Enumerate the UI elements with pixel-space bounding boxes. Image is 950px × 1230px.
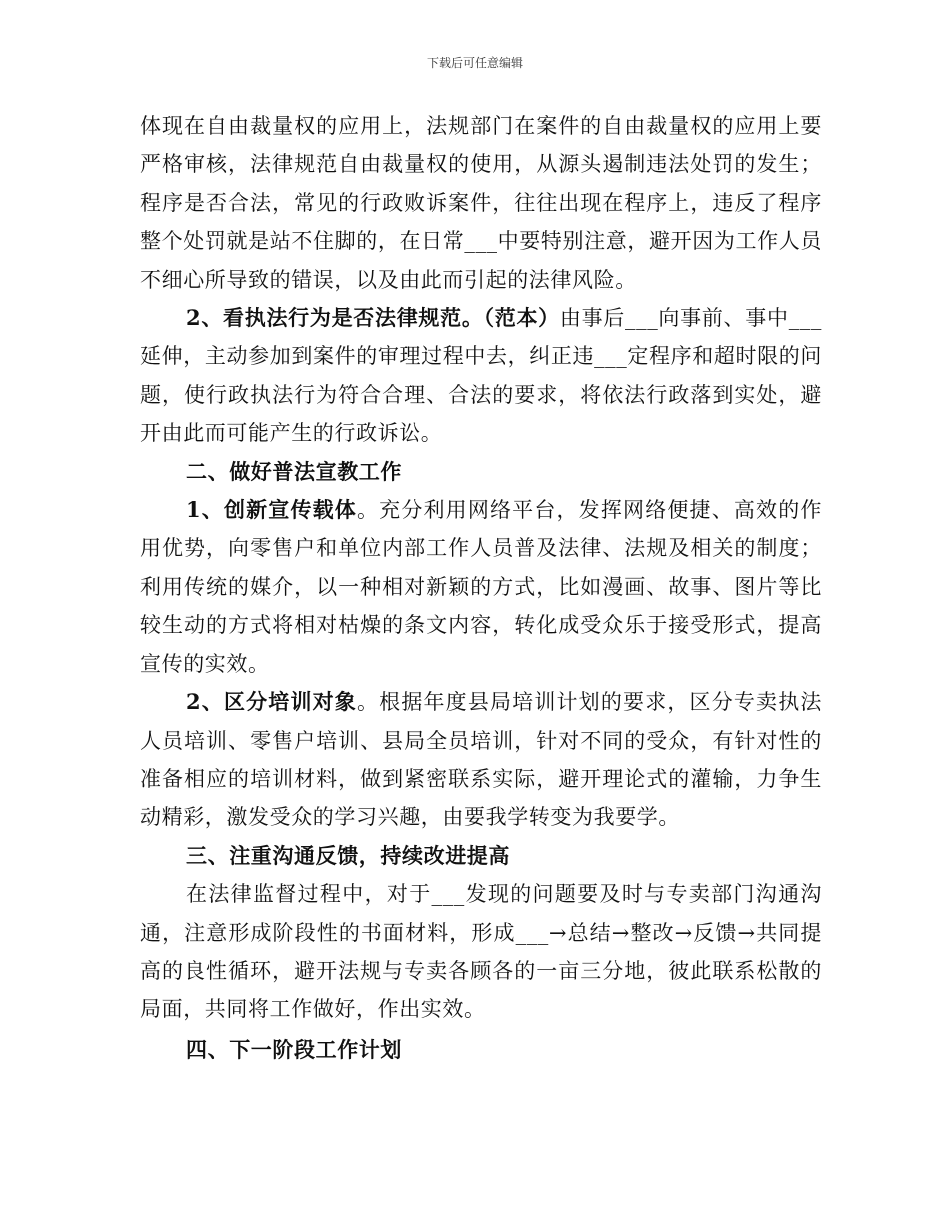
paragraph-text: 。根据年度县局培训计划的要求，区分专卖执法人员培训、零售户培训、县局全员培训，针对不同的受众，有针对性的准备相应的培训材料，做到紧密联系实际，避开理论式的灌输，力争生动精彩，激发受众的学习兴趣，由要我学转变为我要学。: [140, 690, 822, 830]
section-heading-next-plan: 四、下一阶段工作计划: [186, 1036, 402, 1062]
paragraph-discretion: 体现在自由裁量权的应用上，法规部门在案件的自由裁量权的应用上要严格审核，法律规范自由裁量权的使用，从源头遏制违法处罚的发生；程序是否合法，常见的行政败诉案件，往往出现在程序上，违反了程序整个处罚就是站不住脚的，在日常___中要特别注意，避开因为工作人员不细心所导致的错误，以及由此而引起的法律风险。: [140, 114, 822, 292]
paragraph-text: 。充分利用网络平台，发挥网络便捷、高效的作用优势，向零售户和单位内部工作人员普及法律、法规及相关的制度；利用传统的媒介，以一种相对新颖的方式，比如漫画、故事、图片等比较生动的方式将相对枯燥的条文内容，转化成受众乐于接受形式，提高宣传的实效。: [140, 498, 822, 676]
paragraph-media: [140, 491, 822, 683]
paragraph-text: 由事后___向事前、事中___延伸，主动参加到案件的审理过程中去，纠正违___定程序和超时限的问题，使行政执法行为符合合理、合法的要求，将依法行政落到实处，避开由此而可能产生的行政诉讼。: [140, 306, 822, 446]
section-heading-publicity: 二、做好普法宣教工作: [186, 458, 402, 484]
paragraph-lead: 2、看执法行为是否法律规范。（范本）: [186, 305, 560, 331]
paragraph-law-enforcement: [140, 299, 822, 453]
paragraph-training: [140, 683, 822, 837]
page-header-note: 下载后可任意编辑: [426, 56, 523, 70]
section-heading-feedback: 三、注重沟通反馈，持续改进提高: [186, 842, 510, 868]
paragraph-lead: 2、区分培训对象: [186, 689, 357, 715]
paragraph-supervision: 在法律监督过程中，对于___发现的问题要及时与专卖部门沟通沟通，注意形成阶段性的书面材料，形成___→总结→整改→反馈→共同提高的良性循环，避开法规与专卖各顾各的一亩三分地，彼此联系松散的局面，共同将工作做好，作出实效。: [140, 882, 822, 1022]
paragraph-lead: 1、创新宣传载体: [186, 497, 357, 523]
document-body: [140, 107, 822, 1069]
